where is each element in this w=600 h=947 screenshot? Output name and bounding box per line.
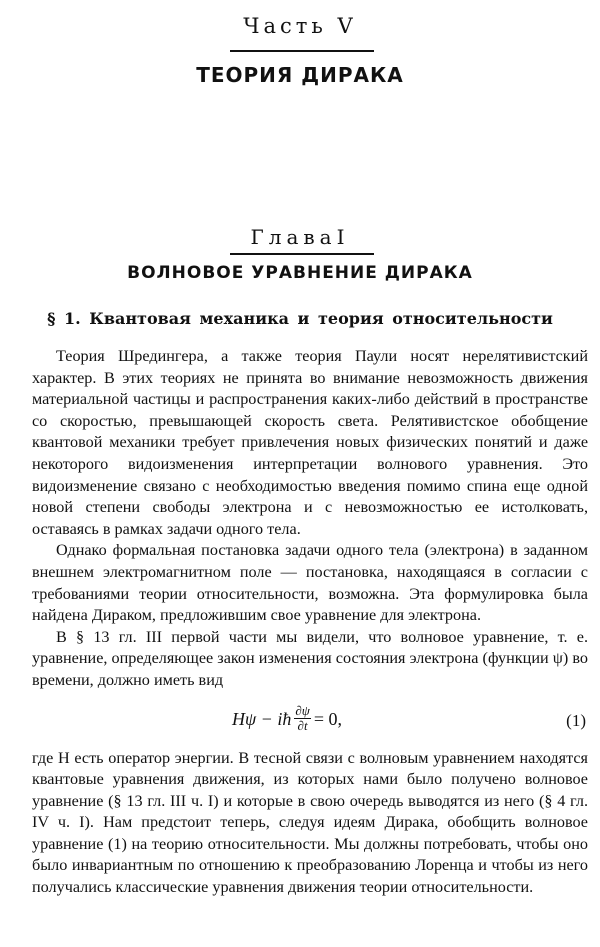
equation-lhs: Hψ − iħ xyxy=(232,709,292,730)
part-title: Часть V xyxy=(243,14,357,38)
paragraph-3: В § 13 гл. III первой части мы видели, что волновое уравнение, т. е. уравнение, определяющее закон изменения состояния электрона (функции ψ) во времени, должно иметь вид xyxy=(32,627,588,689)
body-text xyxy=(32,346,588,899)
equation-1 xyxy=(32,698,588,744)
equation-rhs: = 0, xyxy=(313,709,342,730)
paragraph-1: Теория Шредингера, а также теория Паули носят нерелятивистский характер. В этих теориях не принята во внимание невозможность движения материальной частицы и распространения каких-либо действий в пространстве со скоростью, превышающей скорость света. Релятивистское обобщение квантовой механики требует привлечения новых физических понятий и даже некоторого видоизменения интерпретации волнового уравнения. Это видоизменение связано с необходимостью введения помимо спина еще одной новой степени свободы электрона и с невозможностью ее истолковать, оставаясь в рамках задачи одного тела. xyxy=(32,347,588,538)
equation-body xyxy=(232,702,342,735)
part-name: ТЕОРИЯ ДИРАКА xyxy=(196,63,404,87)
chapter-title-rule xyxy=(230,253,374,255)
part-title-rule xyxy=(230,50,374,52)
section-heading: § 1. Квантовая механика и теория относительности xyxy=(47,309,553,328)
equation-number: (1) xyxy=(566,710,586,730)
chapter-title: ГлаваI xyxy=(250,225,350,249)
paragraph-2: Однако формальная постановка задачи одного тела (электрона) в заданном внешнем электромагнитном поле — постановка, находящаяся в согласии с требованиями теории относительности, возможна. Эта формулировка была найдена Дираком, предложившим свое уравнение для электрона. xyxy=(32,541,588,625)
fraction-numerator: ∂ψ xyxy=(295,702,310,718)
equation-fraction xyxy=(294,704,311,733)
paragraph-4: где H есть оператор энергии. В тесной связи с волновым уравнением находятся квантовые уравнения движения, из которых нами было получено волновое уравнение (§ 13 гл. III ч. I) и которые в свою очередь выводятся из него (§ 4 гл. IV ч. I). Нам предстоит теперь, следуя идеям Дирака, обобщить волновое уравнение (1) на теорию относительности. Мы должны потребовать, чтобы оно было инвариантным по отношению к преобразованию Лоренца и чтобы из него получались классические уравнения движения теории относительности. xyxy=(32,748,588,897)
chapter-name: ВОЛНОВОЕ УРАВНЕНИЕ ДИРАКА xyxy=(127,263,473,283)
fraction-denominator: ∂t xyxy=(297,717,308,733)
